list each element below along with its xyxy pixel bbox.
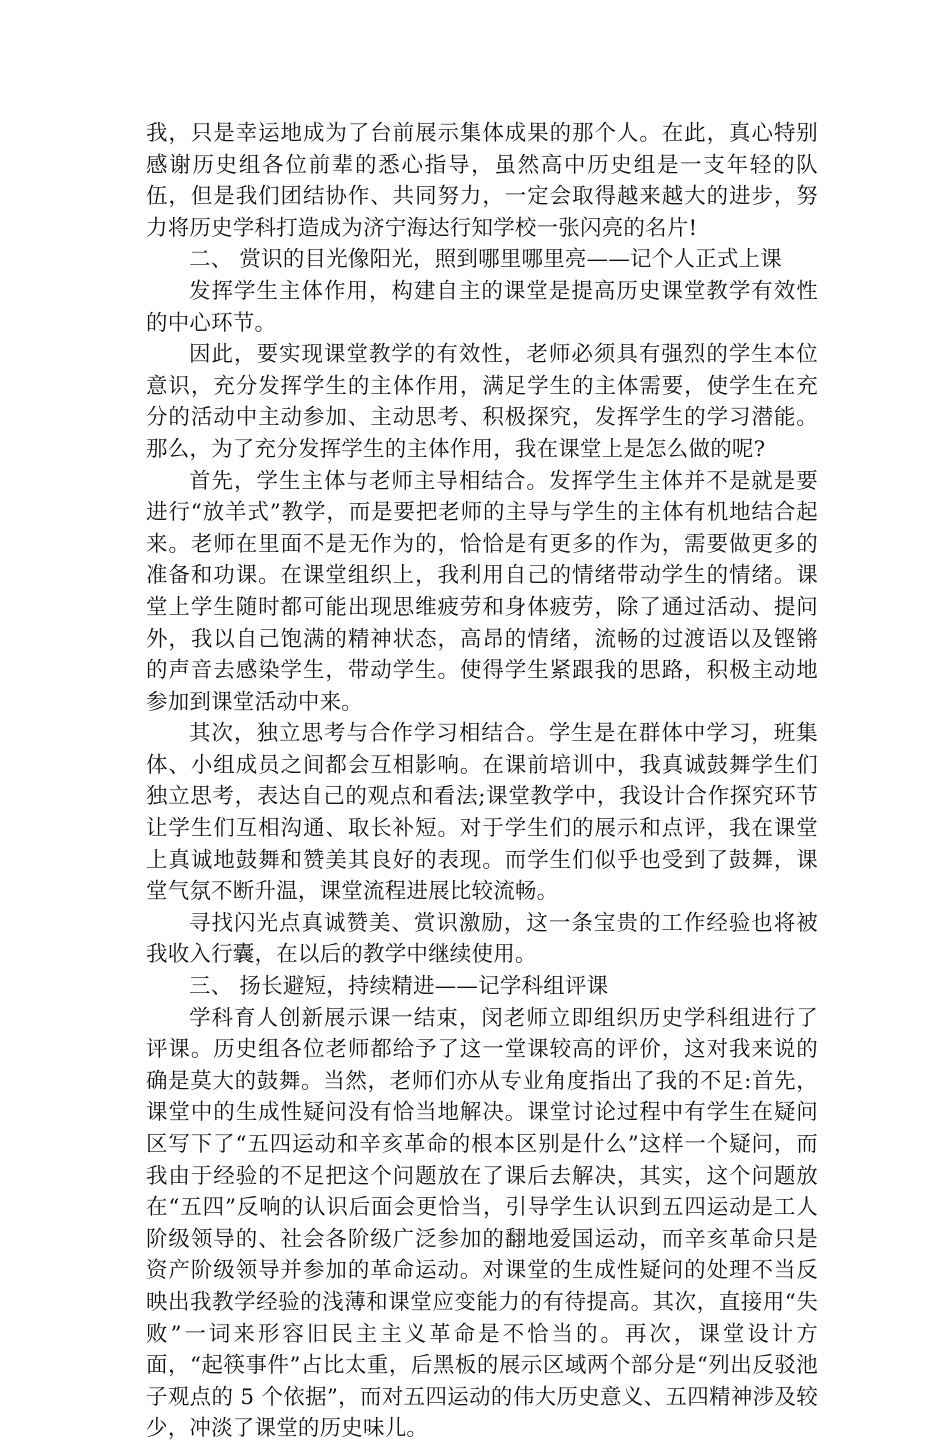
section-heading-2: 二、 赏识的目光像阳光，照到哪里哪里亮——记个人正式上课 <box>189 247 782 273</box>
paragraph: 发挥学生主体作用，构建自主的课堂是提高历史课堂教学有效性的中心环节。 <box>146 278 818 336</box>
document-page <box>146 118 818 1445</box>
paragraph: 其次，独立思考与合作学习相结合。学生是在群体中学习，班集体、小组成员之间都会互相影响。在课前培训中，我真诚鼓舞学生们独立思考，表达自己的观点和看法;课堂教学中，我设计合作探究环节让学生们互相沟通、取长补短。对于学生们的展示和点评，我在课堂上真诚地鼓舞和赞美其良好的表现。而学生们似乎也受到了鼓舞，课堂气氛不断升温，课堂流程进展比较流畅。 <box>146 721 818 905</box>
paragraph: 首先，学生主体与老师主导相结合。发挥学生主体并不是就是要进行“放羊式”教学，而是要把老师的主导与学生的主体有机地结合起来。老师在里面不是无作为的，恰恰是有更多的作为，需要做更多的准备和功课。在课堂组织上，我利用自己的情绪带动学生的情绪。课堂上学生随时都可能出现思维疲劳和身体疲劳，除了通过活动、提问外，我以自己饱满的精神状态，高昂的情绪，流畅的过渡语以及铿锵的声音去感染学生，带动学生。使得学生紧跟我的思路，积极主动地参加到课堂活动中来。 <box>146 468 818 715</box>
section-heading-3: 三、 扬长避短，持续精进——记学科组评课 <box>189 974 609 1000</box>
paragraph: 因此，要实现课堂教学的有效性，老师必须具有强烈的学生本位意识，充分发挥学生的主体作用，满足学生的主体需要，使学生在充分的活动中主动参加、主动思考、积极探究，发挥学生的学习潜能。那么，为了充分发挥学生的主体作用，我在课堂上是怎么做的呢? <box>146 342 818 462</box>
paragraph: 寻找闪光点真诚赞美、赏识激励，这一条宝贵的工作经验也将被我收入行囊，在以后的教学中继续使用。 <box>146 910 818 968</box>
paragraph: 学科育人创新展示课一结束，闵老师立即组织历史学科组进行了评课。历史组各位老师都给予了这一堂课较高的评价，这对我来说的确是莫大的鼓舞。当然，老师们亦从专业角度指出了我的不足:首先，课堂中的生成性疑问没有恰当地解决。课堂讨论过程中有学生在疑问区写下了“五四运动和辛亥革命的根本区别是什么”这样一个疑问，而我由于经验的不足把这个问题放在了课后去解决，其实，这个问题放在“五四”反响的认识后面会更恰当，引导学生认识到五四运动是工人阶级领导的、社会各阶级广泛参加的翻地爱国运动，而辛亥革命只是资产阶级领导并参加的革命运动。对课堂的生成性疑问的处理不当反映出我教学经验的浅薄和课堂应变能力的有待提高。其次，直接用“失败”一词来形容旧民主主义革命是不恰当的。再次，课堂设计方面，“起筷事件”占比太重，后黑板的展示区域两个部分是“列出反驳池子观点的 5 个依据”，而对五四运动的伟大历史意义、五四精神涉及较少，冲淡了课堂的历史味儿。 <box>146 1005 818 1442</box>
paragraph-intro-continuation: 我，只是幸运地成为了台前展示集体成果的那个人。在此，真心特别感谢历史组各位前辈的悉心指导，虽然高中历史组是一支年轻的队伍，但是我们团结协作、共同努力，一定会取得越来越大的进步，努力将历史学科打造成为济宁海达行知学校一张闪亮的名片! <box>146 121 818 241</box>
